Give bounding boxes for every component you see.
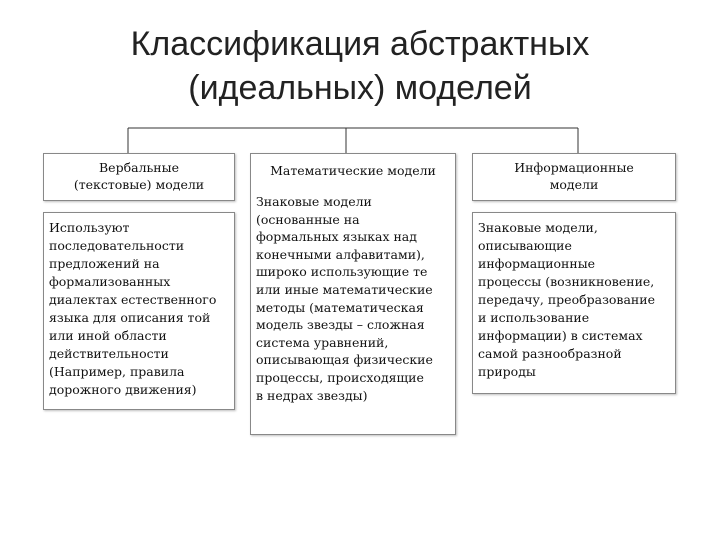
description-line: действительности — [49, 346, 169, 361]
info-models-description-box — [472, 212, 676, 394]
description-line: широко использующие те — [256, 264, 428, 280]
description-line: формализованных — [49, 274, 171, 289]
verbal-models-description-box — [43, 212, 235, 410]
description-line: Знаковые модели — [256, 194, 372, 209]
description-line: Знаковые модели, — [478, 220, 598, 235]
verbal-models-description — [44, 219, 234, 399]
math-models-heading — [251, 154, 455, 179]
description-line: методы (математическая — [256, 299, 424, 315]
description-line: языка для описания той — [49, 310, 211, 325]
description-line: процессы (возникновение, — [478, 274, 655, 289]
description-line: и использование — [478, 310, 590, 325]
title-line-1: Классификация абстрактных — [130, 25, 590, 63]
math-models-description — [251, 193, 455, 404]
info-models-header-box — [472, 153, 676, 201]
description-line: процессы, происходящие — [256, 369, 424, 385]
heading-line: Вербальные — [99, 160, 179, 175]
description-line: передачу, преобразование — [478, 292, 655, 307]
description-line: в недрах звезды) — [256, 387, 368, 403]
description-line: (Например, правила — [49, 364, 185, 379]
heading-line: Информационные — [514, 160, 634, 175]
description-line: природы — [478, 364, 536, 379]
title-line-2: (идеальных) моделей — [188, 69, 532, 107]
description-line: формальных языках над — [256, 229, 417, 245]
description-line: (основанные на — [256, 211, 360, 227]
description-line: описывающая физические — [256, 352, 433, 368]
description-line: информационные — [478, 256, 596, 271]
heading-line: (текстовые) модели — [73, 177, 205, 192]
verbal-models-heading — [44, 154, 234, 193]
heading-line: модели — [549, 177, 599, 192]
description-line: дорожного движения) — [49, 382, 197, 397]
info-models-heading — [473, 154, 675, 193]
description-line: модель звезды – сложная — [256, 317, 425, 333]
description-line: описывающие — [478, 238, 572, 253]
description-line: конечными алфавитами), — [256, 246, 425, 262]
description-line: диалектах естественного — [49, 292, 217, 307]
description-line: самой разнообразной — [478, 346, 622, 361]
verbal-models-header-box — [43, 153, 235, 201]
heading-line: Математические модели — [270, 163, 436, 178]
description-line: или иной области — [49, 328, 167, 343]
description-line: предложений на — [49, 256, 160, 271]
description-line: или иные математические — [256, 281, 433, 297]
math-models-box — [250, 153, 456, 435]
description-line: Используют — [49, 220, 130, 235]
description-line: система уравнений, — [256, 334, 389, 350]
info-models-description — [473, 219, 675, 381]
description-line: информации) в системах — [478, 328, 643, 343]
description-line: последовательности — [49, 238, 185, 253]
